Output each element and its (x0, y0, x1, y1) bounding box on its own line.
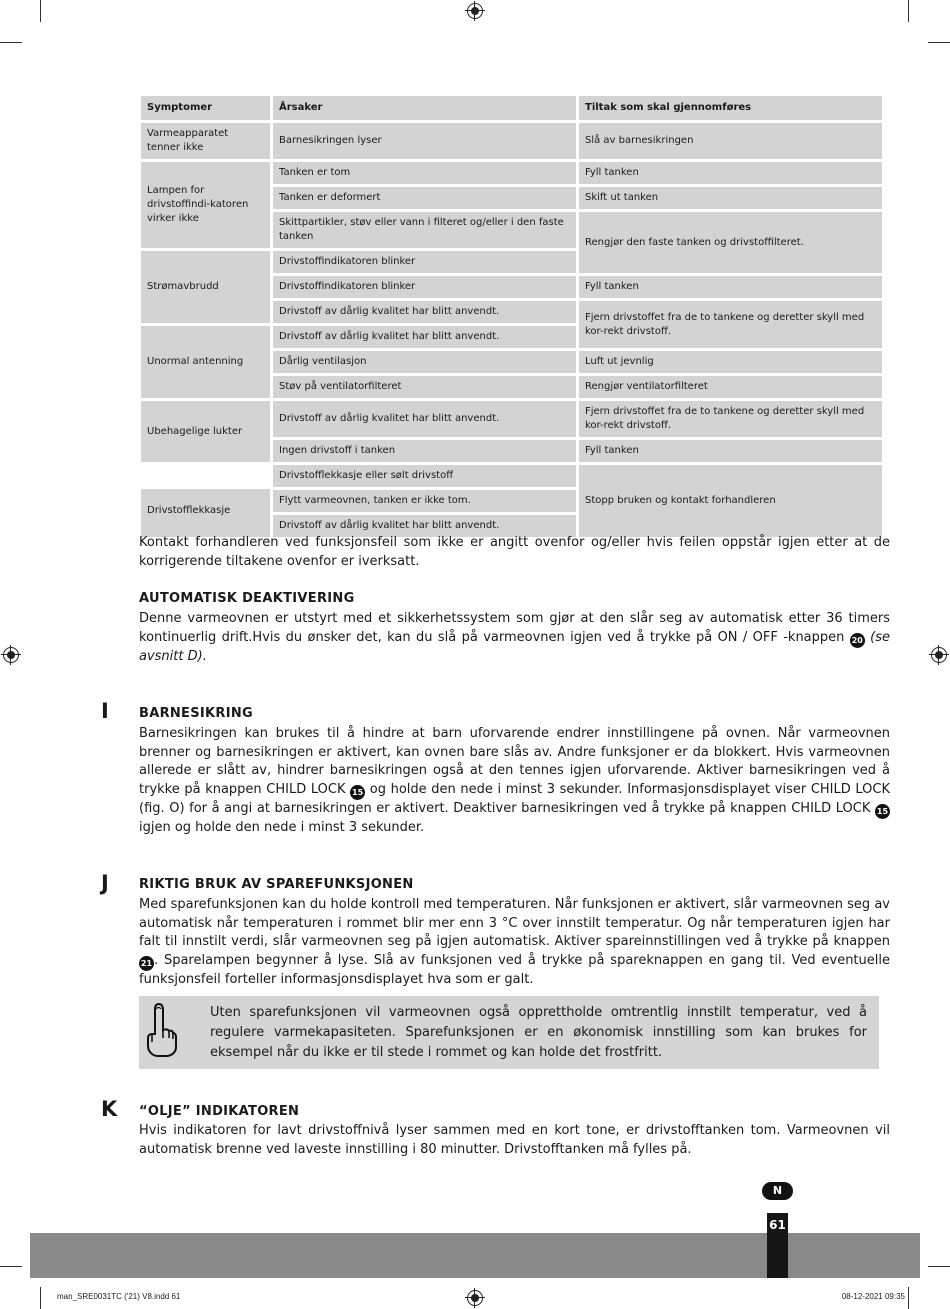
cause-cell: Drivstoffindikatoren blinker (273, 251, 576, 273)
registration-mark-icon (467, 1290, 483, 1306)
cause-cell: Tanken er tom (273, 162, 576, 184)
symptom-cell: Varmeapparatet tenner ikke (141, 123, 270, 159)
action-cell: Fyll tanken (579, 440, 882, 462)
action-cell: Fyll tanken (579, 276, 882, 298)
cause-cell: Dårlig ventilasjon (273, 351, 576, 373)
symptom-cell: Drivstofflekkasje (141, 465, 270, 537)
auto-deactivation-heading: AUTOMATISK DEAKTIVERING (139, 591, 355, 606)
table-row (141, 465, 882, 487)
cause-cell: Drivstoff av dårlig kvalitet har blitt anvendt. (273, 401, 576, 437)
child-lock-text: Barnesikringen kan brukes til å hindre at barn uforvarende endrer innstillingene på ovnen. Når varmeovnen brenner og barnesikringen er aktivert, kan ovnen bare slås av. Andre funksjoner er da blokkert. Hvis varmeovnen allerede er slått av, hindrer barnesikringen også at den tennes igjen uforvarende. Aktiver barnesikringen ved å trykke på knappen CHILD LOCK 15 og holde den nede i minst 3 sekunder. Informasjonsdisplayet viser CHILD LOCK (fig. O) for å angi at barnesikringen er aktivert. Deaktiver barnesikringen ved å trykke på knappen CHILD LOCK 15 igjen og holde den nede i minst 3 sekunder. (139, 726, 890, 835)
cause-cell: Drivstoff av dårlig kvalitet har blitt anvendt. (273, 301, 576, 323)
section-letter-k: K (101, 1097, 118, 1121)
contact-note: Kontakt forhandleren ved funksjonsfeil som ikke er angitt ovenfor og/eller hvis feilen oppstår igjen etter at de korrigerende tiltakene ovenfor er iverksatt. (139, 535, 890, 569)
crop-mark (928, 1266, 950, 1267)
crop-mark (40, 0, 41, 22)
troubleshooting-table (138, 93, 885, 540)
crop-mark (928, 42, 950, 43)
symptom-cell: Unormal antenning (141, 326, 270, 398)
action-cell: Fjern drivstoffet fra de to tankene og deretter skyll med kor-rekt drivstoff. (579, 301, 882, 348)
note-text: Uten sparefunksjonen vil varmeovnen også opprettholde omtrentlig innstilt temperatur, ved å regulere varmekapasiteten. Sparefunksjonen er en økonomisk innstilling som kan brukes for eksempel når du ikke er til stede i rommet og kan holde det frostfritt. (210, 1005, 867, 1060)
registration-mark-icon (3, 647, 19, 663)
oil-indicator-text: Hvis indikatoren for lavt drivstoffnivå lyser sammen med en kort tone, er drivstofftanken tom. Varmeovnen vil automatisk brenne ved laveste innstilling i 80 minutter. Drivstofftanken må fylles på. (139, 1123, 890, 1157)
cause-cell: Ingen drivstoff i tanken (273, 440, 576, 462)
footer-date: 08-12-2021 09:35 (841, 1292, 905, 1301)
section-letter-j: J (101, 871, 109, 895)
economy-heading: RIKTIG BRUK AV SPAREFUNKSJONEN (139, 877, 414, 892)
cause-cell: Drivstoffindikatoren blinker (273, 276, 576, 298)
registration-mark-icon (931, 647, 947, 663)
cause-cell: Barnesikringen lyser (273, 123, 576, 159)
action-cell: Rengjør den faste tanken og drivstoffilteret. (579, 212, 882, 273)
header-causes: Årsaker (273, 96, 576, 120)
action-cell: Skift ut tanken (579, 187, 882, 209)
cause-cell: Støv på ventilatorfilteret (273, 376, 576, 398)
symptom-cell: Ubehagelige lukter (141, 401, 270, 462)
table-row (141, 123, 882, 159)
header-actions: Tiltak som skal gjennomføres (579, 96, 882, 120)
button-ref-21-icon: 21 (139, 956, 154, 971)
action-cell: Luft ut jevnlig (579, 351, 882, 373)
cause-cell: Flytt varmeovnen, tanken er ikke tom. (273, 490, 576, 512)
cause-cell: Skittpartikler, støv eller vann i filteret og/eller i den faste tanken (273, 212, 576, 248)
pointing-hand-icon (143, 1000, 177, 1058)
economy-text: Med sparefunksjonen kan du holde kontroll med temperaturen. Når funksjonen er aktivert, slår varmeovnen seg av automatisk når temperaturen i rommet blir mer enn 3 °C over innstilt temperatur. Og når temperaturen igjen har falt til innstilt verdi, slår varmeovnen seg på igjen automatisk. Aktiver spareinnstillingen ved å trykke på knappen 21 . Sparelampen begynner å lyse. Slå av funksjonen ved å trykke på spareknappen en gang til. Ved eventuelle funksjonsfeil forteller informasjonsdisplayet hva som er galt. (139, 897, 890, 987)
action-cell: Fyll tanken (579, 162, 882, 184)
note-box (139, 996, 879, 1069)
auto-deactivation-text: Denne varmeovnen er utstyrt med et sikkerhetssystem som gjør at den slår seg av automatisk etter 36 timers kontinuerlig drift.Hvis du ønsker det, kan du slå på varmeovnen igjen ved å trykke på ON / OFF -knappen 20 (se avsnitt D). (139, 611, 891, 664)
cause-cell: Drivstofflekkasje eller sølt drivstoff (273, 465, 576, 487)
table-header-row (141, 96, 882, 120)
footer-file-info: man_SRE0031TC ('21) V8.indd 61 (57, 1292, 181, 1301)
cause-cell: Drivstoff av dårlig kvalitet har blitt anvendt. (273, 326, 576, 348)
button-ref-15-icon: 15 (350, 785, 365, 800)
button-ref-15-icon: 15 (875, 804, 890, 819)
child-lock-heading: BARNESIKRING (139, 706, 254, 721)
symptom-cell: Strømavbrudd (141, 251, 270, 323)
action-cell: Rengjør ventilatorfilteret (579, 376, 882, 398)
oil-indicator-heading: “OLJE” INDIKATOREN (139, 1104, 300, 1119)
registration-mark-icon (467, 3, 483, 19)
action-cell: Slå av barnesikringen (579, 123, 882, 159)
action-cell: Stopp bruken og kontakt forhandleren (579, 465, 882, 537)
action-cell: Fjern drivstoffet fra de to tankene og deretter skyll med kor-rekt drivstoff. (579, 401, 882, 437)
crop-mark (908, 0, 909, 22)
cause-cell: Tanken er deformert (273, 187, 576, 209)
button-ref-20-icon: 20 (850, 633, 865, 648)
page-number: 61 (769, 1218, 786, 1232)
language-badge: N (762, 1182, 793, 1200)
table-row (141, 401, 882, 437)
symptom-cell: Lampen for drivstoffindi-katoren virker ikke (141, 162, 270, 248)
table-row (141, 162, 882, 184)
cause-cell: Drivstoff av dårlig kvalitet har blitt anvendt. (273, 515, 576, 537)
crop-mark (908, 1287, 909, 1309)
section-letter-i: I (101, 699, 109, 723)
crop-mark (0, 42, 22, 43)
crop-mark (40, 1287, 41, 1309)
header-symptoms: Symptomer (141, 96, 270, 120)
section-ref: (se avsnitt D). (139, 629, 891, 664)
crop-mark (0, 1266, 22, 1267)
